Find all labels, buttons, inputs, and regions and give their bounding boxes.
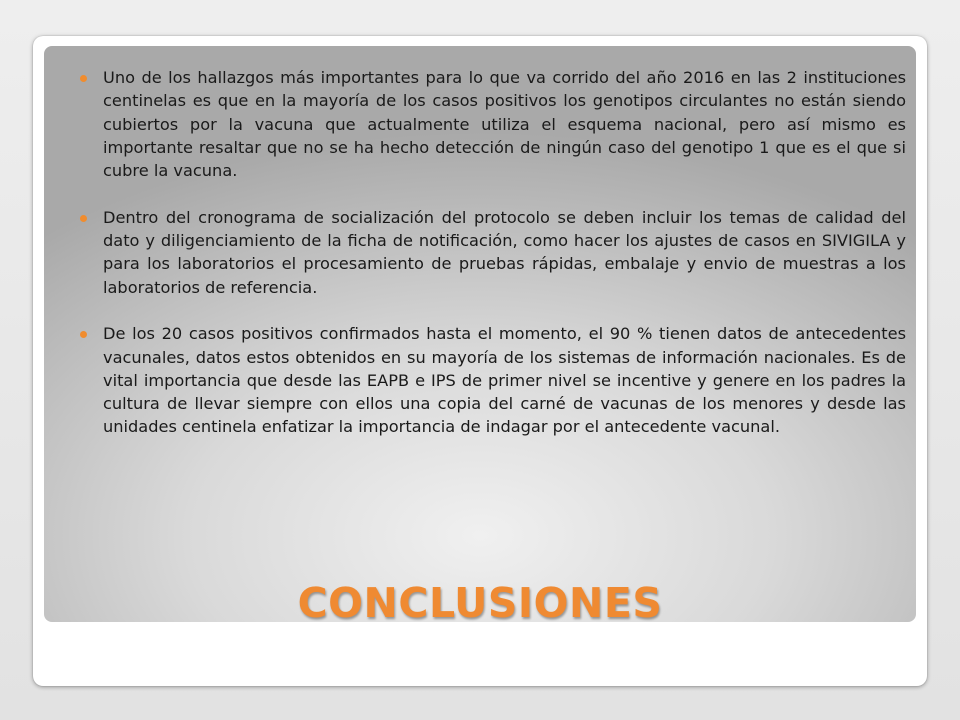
bullet-item-3 (80, 322, 906, 438)
bullet-list (80, 66, 906, 439)
bullet-item-1 (80, 66, 906, 182)
bullet-text-2: Dentro del cronograma de socialización del protocolo se deben incluir los temas de calidad del dato y diligenciamiento de la ficha de notificación, como hacer los ajustes de casos en SIVIGILA y para los laboratorios el procesamiento de pruebas rápidas, embalaje y envio de muestras a los laboratorios de referencia. (103, 207, 906, 297)
bullet-text-3: De los 20 casos positivos confirmados hasta el momento, el 90 % tienen datos de antecedentes vacunales, datos estos obtenidos en su mayoría de los sistemas de información nacionales. Es de vital importancia que desde las EAPB e IPS de primer nivel se incentive y genere en los padres la cultura de llevar siempre con ellos una copia del carné de vacunas de los menores y desde las unidades centinela enfatizar la importancia de indagar por el antecedente vacunal. (103, 324, 906, 437)
bullet-dot-icon (80, 75, 87, 82)
bullet-dot-icon (80, 215, 87, 222)
bullet-dot-icon (80, 331, 87, 338)
bullet-item-2 (80, 206, 906, 299)
bullet-text-1: Uno de los hallazgos más importantes para lo que va corrido del año 2016 en las 2 instituciones centinelas es que en la mayoría de los casos positivos los genotipos circulantes no están siendo cubiertos por la vacuna que actualmente utiliza el esquema nacional, pero así mismo es importante resaltar que no se ha hecho detección de ningún caso del genotipo 1 que es el que si cubre la vacuna. (103, 68, 906, 181)
slide-title: CONCLUSIONES (297, 579, 663, 627)
